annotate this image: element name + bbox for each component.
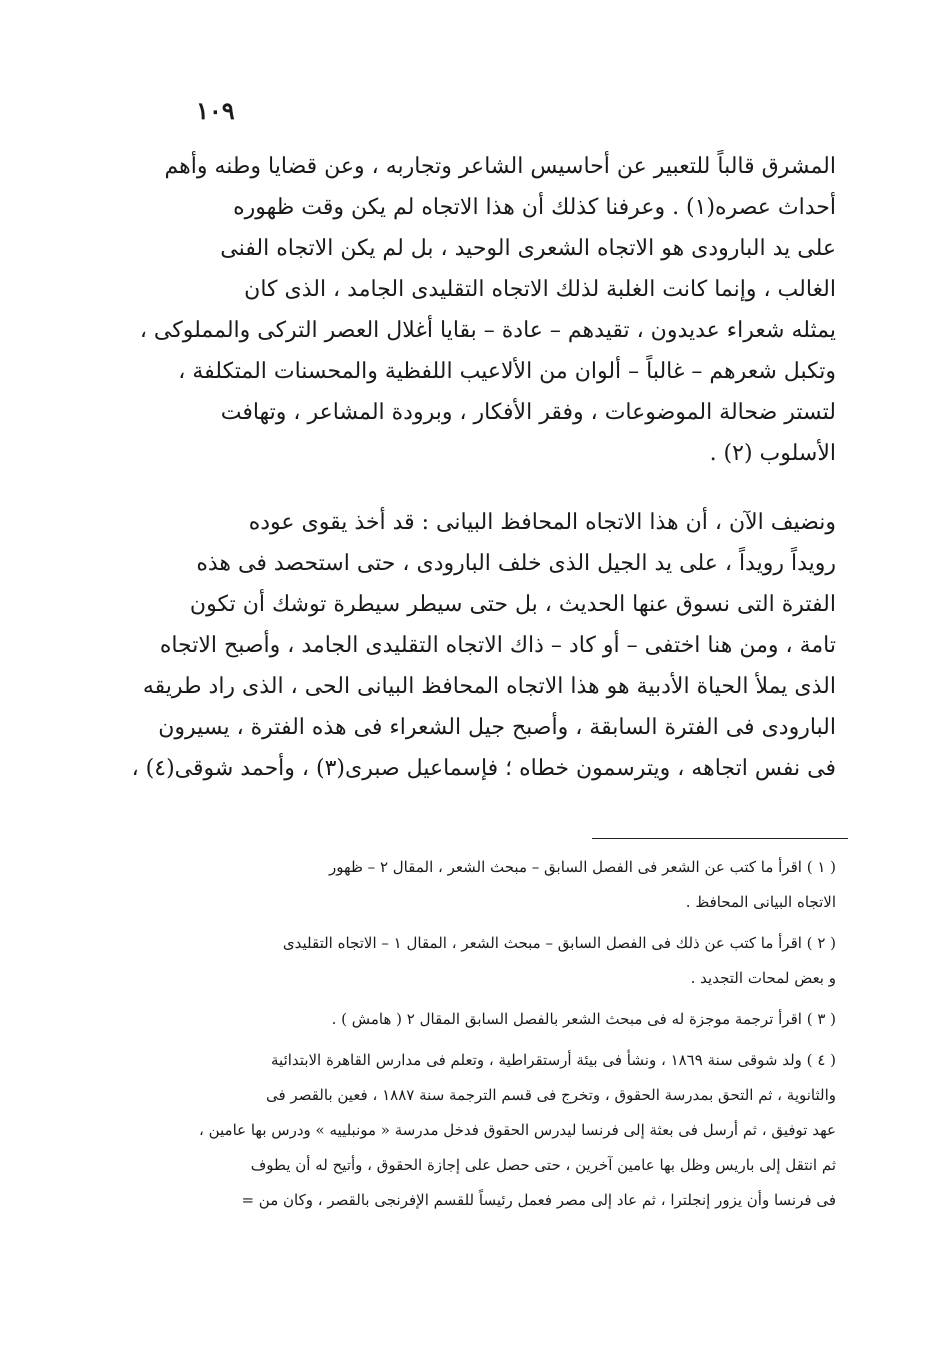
text-line: فى نفس اتجاهه ، ويترسمون خطاه ؛ فإسماعيل صبرى(٣) ، وأحمد شوقى(٤) ، [131, 756, 836, 781]
footnote-line: الاتجاه البيانى المحافظ . [685, 893, 836, 911]
text-line: تامة ، ومن هنا اختفى – أو كاد – ذاك الاتجاه التقليدى الجامد ، وأصبح الاتجاه [159, 633, 836, 658]
footnote-line: ( ٢ ) اقرأ ما كتب عن ذلك فى الفصل السابق – مبحث الشعر ، المقال ١ – الاتجاه التقليدى [282, 934, 836, 952]
main-text [131, 146, 836, 789]
footnote [196, 1002, 836, 1037]
footnote-line: ( ١ ) اقرأ ما كتب عن الشعر فى الفصل السابق – مبحث الشعر ، المقال ٢ – ظهور [329, 858, 836, 876]
text-line: لتستر ضحالة الموضوعات ، وفقر الأفكار ، وبرودة المشاعر ، وتهافت [220, 400, 836, 425]
paragraph [139, 146, 836, 474]
text-line: المشرق قالباً للتعبير عن أحاسيس الشاعر وتجاربه ، وعن قضايا وطنه وأهم [164, 154, 836, 179]
text-line: الأسلوب (٢) . [709, 441, 836, 466]
text-line: يمثله شعراء عديدون ، تقيدهم – عادة – بقايا أغلال العصر التركى والمملوكى ، [139, 318, 836, 343]
text-line: ونضيف الآن ، أن هذا الاتجاه المحافظ البيانى : قد أخذ يقوى عوده [248, 510, 836, 535]
footnote-line: والثانوية ، ثم التحق بمدرسة الحقوق ، وتخرج فى قسم الترجمة سنة ١٨٨٧ ، فعين بالقصر فى [265, 1086, 836, 1104]
footnote-separator [592, 838, 848, 839]
footnote [196, 926, 836, 996]
text-line: الذى يملأ الحياة الأدبية هو هذا الاتجاه المحافظ البيانى الحى ، الذى راد طريقه [142, 674, 836, 699]
footnotes [196, 850, 836, 1218]
text-line: وتكبل شعرهم – غالباً – ألوان من الألاعيب اللفظية والمحسنات المتكلفة ، [178, 359, 836, 384]
text-line: البارودى فى الفترة السابقة ، وأصبح جيل الشعراء فى هذه الفترة ، يسيرون [158, 715, 836, 740]
text-line: أحداث عصره(١) . وعرفنا كذلك أن هذا الاتجاه لم يكن وقت ظهوره [233, 195, 836, 220]
footnote-line: عهد توفيق ، ثم أرسل فى بعثة إلى فرنسا ليدرس الحقوق فدخل مدرسة « مونبلييه » ودرس بها عامين ، [198, 1121, 836, 1139]
footnote-line: ( ٣ ) اقرأ ترجمة موجزة له فى مبحث الشعر بالفصل السابق المقال ٢ ( هامش ) . [331, 1010, 836, 1028]
footnote-line: ثم انتقل إلى باريس وظل بها عامين آخرين ، حتى حصل على إجازة الحقوق ، وأتيح له أن يطوف [250, 1156, 836, 1174]
footnote-line: فى فرنسا وأن يزور إنجلترا ، ثم عاد إلى مصر فعمل رئيساً للقسم الإفرنجى بالقصر ، وكان من = [241, 1191, 836, 1209]
text-line: رويداً رويداً ، على يد الجيل الذى خلف البارودى ، حتى استحصد فى هذه [196, 551, 836, 576]
page-number: ١٠٩ [196, 96, 235, 125]
text-line: على يد البارودى هو الاتجاه الشعرى الوحيد ، بل لم يكن الاتجاه الفنى [220, 236, 836, 261]
paragraph [131, 502, 836, 789]
text-line: الغالب ، وإنما كانت الغلبة لذلك الاتجاه التقليدى الجامد ، الذى كان [244, 277, 836, 302]
footnote-line: و بعض لمحات التجديد . [690, 969, 836, 987]
text-line: الفترة التى نسوق عنها الحديث ، بل حتى سيطر سيطرة توشك أن تكون [189, 592, 836, 617]
footnote [196, 850, 836, 920]
footnote [196, 1043, 836, 1218]
footnote-line: ( ٤ ) ولد شوقى سنة ١٨٦٩ ، ونشأ فى بيئة أرستقراطية ، وتعلم فى مدارس القاهرة الابتدائية [271, 1051, 836, 1069]
